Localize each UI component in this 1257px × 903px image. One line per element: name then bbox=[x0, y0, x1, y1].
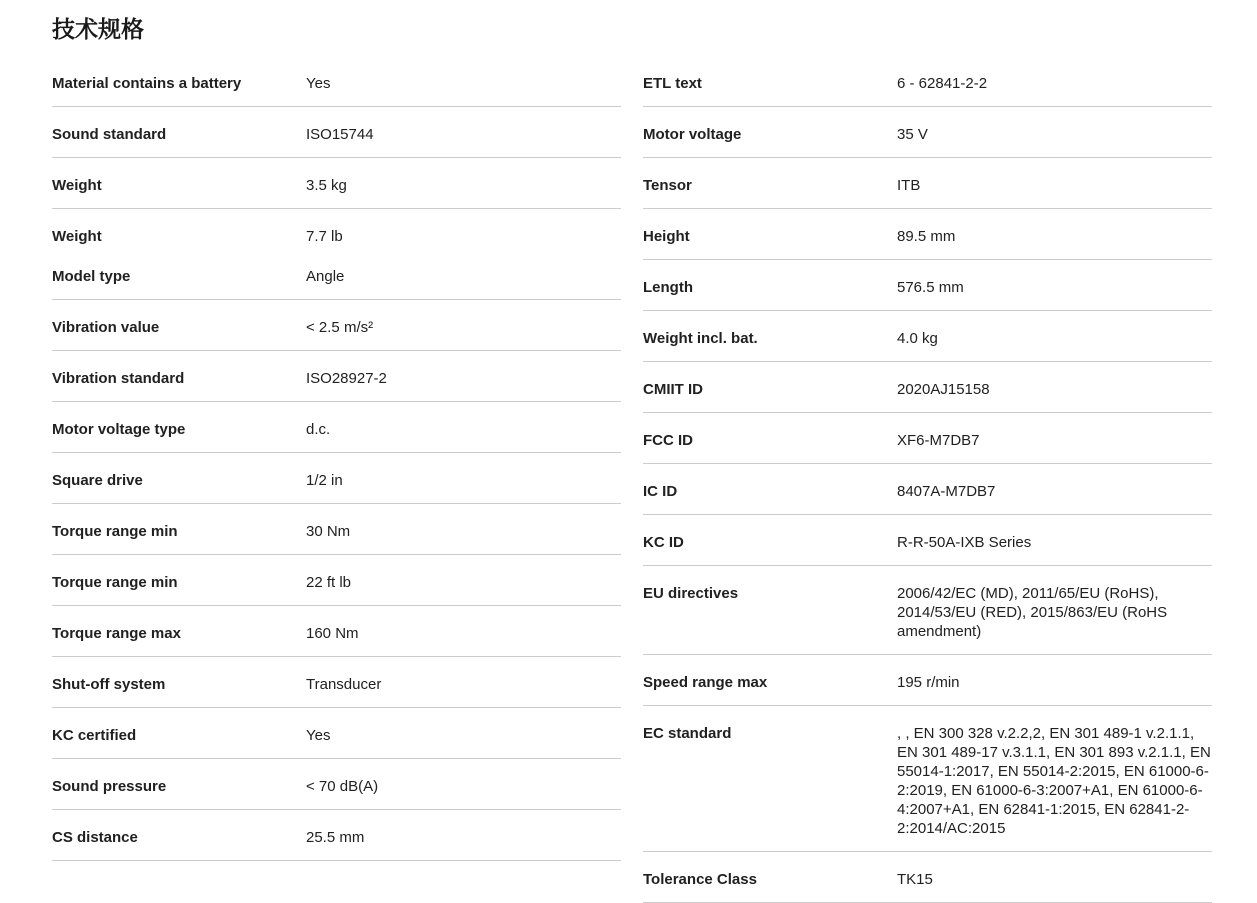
spec-row-square-drive bbox=[52, 453, 621, 504]
spec-value: ISO28927-2 bbox=[306, 370, 387, 387]
spec-pair bbox=[52, 573, 621, 592]
spec-pair bbox=[52, 726, 621, 745]
spec-pair bbox=[643, 724, 1212, 838]
spec-row-length bbox=[643, 260, 1212, 311]
spec-pair bbox=[643, 125, 1212, 144]
spec-label: KC certified bbox=[52, 727, 137, 744]
spec-row-tensor bbox=[643, 158, 1212, 209]
spec-pair bbox=[52, 369, 621, 388]
spec-pair-model-type bbox=[52, 267, 621, 286]
spec-table-right bbox=[643, 56, 1212, 903]
spec-label: Weight bbox=[52, 228, 102, 245]
spec-row-weight-incl-bat bbox=[643, 311, 1212, 362]
spec-label: Motor voltage bbox=[643, 126, 742, 143]
spec-value: 8407A-M7DB7 bbox=[897, 483, 996, 500]
spec-value: < 2.5 m/s² bbox=[306, 319, 374, 336]
spec-label: Shut-off system bbox=[52, 676, 166, 693]
spec-label: Model type bbox=[52, 268, 131, 285]
spec-tables bbox=[52, 56, 1212, 903]
spec-label: Material contains a battery bbox=[52, 75, 242, 92]
spec-row-torque-range-min-ftlb bbox=[52, 555, 621, 606]
spec-label: Torque range max bbox=[52, 625, 181, 642]
spec-label: EU directives bbox=[643, 585, 739, 602]
spec-label: Length bbox=[643, 279, 693, 296]
spec-pair bbox=[52, 176, 621, 195]
spec-value: 25.5 mm bbox=[306, 829, 365, 846]
spec-row-material-contains-a-battery bbox=[52, 56, 621, 107]
spec-pair bbox=[52, 74, 621, 93]
spec-row-eu-directives bbox=[643, 566, 1212, 655]
spec-pair bbox=[643, 584, 1212, 641]
spec-row-etl-text bbox=[643, 56, 1212, 107]
spec-label: Vibration value bbox=[52, 319, 160, 336]
spec-value: < 70 dB(A) bbox=[306, 778, 379, 795]
spec-label: Speed range max bbox=[643, 674, 768, 691]
spec-label: Tolerance Class bbox=[643, 871, 757, 888]
spec-label: Weight incl. bat. bbox=[643, 330, 758, 347]
spec-row-speed-range-max bbox=[643, 655, 1212, 706]
spec-value: ITB bbox=[897, 177, 921, 194]
spec-value: 2006/42/EC (MD), 2011/65/EU (RoHS), 2014/53/EU (RED), 2015/863/EU (RoHS amendment) bbox=[897, 585, 1168, 640]
spec-label: EC standard bbox=[643, 725, 732, 742]
spec-value: , , EN 300 328 v.2.2,2, EN 301 489-1 v.2.1.1, EN 301 489-17 v.3.1.1, EN 301 893 v.2.1.1, EN 55014-1:2017, EN 55014-2:2015, EN 61000-6-2:2019, EN 61000-6-3:2007+A1, EN 61000-6-4:2007+A1, EN 62841-1:2015, EN 62841-2-2:2014/AC:2015 bbox=[897, 725, 1211, 837]
spec-value: 4.0 kg bbox=[897, 330, 938, 347]
spec-label: CMIIT ID bbox=[643, 381, 703, 398]
spec-row-motor-voltage bbox=[643, 107, 1212, 158]
spec-value: TK15 bbox=[897, 871, 933, 888]
spec-label: Sound pressure bbox=[52, 778, 167, 795]
spec-value: Yes bbox=[306, 727, 331, 744]
spec-value: 6 - 62841-2-2 bbox=[897, 75, 988, 92]
spec-label: Torque range min bbox=[52, 574, 178, 591]
spec-row-fcc-id bbox=[643, 413, 1212, 464]
spec-row-kc-id bbox=[643, 515, 1212, 566]
spec-pair bbox=[52, 828, 621, 847]
spec-value: 30 Nm bbox=[306, 523, 351, 540]
spec-pair bbox=[52, 471, 621, 490]
spec-pair bbox=[643, 329, 1212, 348]
spec-label: Weight bbox=[52, 177, 102, 194]
spec-label: Square drive bbox=[52, 472, 143, 489]
spec-value: 1/2 in bbox=[306, 472, 343, 489]
spec-pair bbox=[643, 74, 1212, 93]
spec-row-weight-lb-and-model-type bbox=[52, 209, 621, 300]
spec-value: d.c. bbox=[306, 421, 331, 438]
spec-row-torque-range-max bbox=[52, 606, 621, 657]
spec-value: R-R-50A-IXB Series bbox=[897, 534, 1032, 551]
spec-value: Transducer bbox=[306, 676, 382, 693]
spec-value: Angle bbox=[306, 268, 345, 285]
spec-value: 35 V bbox=[897, 126, 928, 143]
spec-row-ec-standard bbox=[643, 706, 1212, 852]
spec-pair bbox=[52, 522, 621, 541]
spec-value: 2020AJ15158 bbox=[897, 381, 990, 398]
spec-pair bbox=[52, 675, 621, 694]
spec-label: FCC ID bbox=[643, 432, 693, 449]
spec-pair bbox=[643, 533, 1212, 552]
spec-row-cmiit-id bbox=[643, 362, 1212, 413]
spec-pair bbox=[52, 318, 621, 337]
spec-pair bbox=[643, 380, 1212, 399]
spec-label: Vibration standard bbox=[52, 370, 185, 387]
spec-label: Height bbox=[643, 228, 690, 245]
spec-label: KC ID bbox=[643, 534, 684, 551]
spec-row-ic-id bbox=[643, 464, 1212, 515]
spec-label: Torque range min bbox=[52, 523, 178, 540]
spec-row-tolerance-class bbox=[643, 852, 1212, 903]
spec-row-shut-off-system bbox=[52, 657, 621, 708]
spec-row-weight-kg bbox=[52, 158, 621, 209]
spec-row-height bbox=[643, 209, 1212, 260]
spec-pair bbox=[643, 482, 1212, 501]
spec-pair bbox=[52, 624, 621, 643]
spec-label: Sound standard bbox=[52, 126, 167, 143]
spec-row-motor-voltage-type bbox=[52, 402, 621, 453]
spec-pair bbox=[643, 870, 1212, 889]
spec-value: XF6-M7DB7 bbox=[897, 432, 980, 449]
spec-table-left bbox=[52, 56, 621, 903]
spec-value: 7.7 lb bbox=[306, 228, 343, 245]
spec-value: 89.5 mm bbox=[897, 228, 956, 245]
spec-row-torque-range-min-nm bbox=[52, 504, 621, 555]
spec-value: 3.5 kg bbox=[306, 177, 347, 194]
spec-pair-weight-lb bbox=[52, 227, 621, 246]
spec-row-cs-distance bbox=[52, 810, 621, 861]
spec-pair bbox=[643, 278, 1212, 297]
spec-label: CS distance bbox=[52, 829, 138, 846]
spec-pair bbox=[643, 673, 1212, 692]
spec-label: Motor voltage type bbox=[52, 421, 186, 438]
spec-pair bbox=[643, 431, 1212, 450]
spec-value: 195 r/min bbox=[897, 674, 960, 691]
spec-row-sound-pressure bbox=[52, 759, 621, 810]
spec-pair bbox=[52, 125, 621, 144]
spec-row-kc-certified bbox=[52, 708, 621, 759]
spec-label: IC ID bbox=[643, 483, 678, 500]
spec-value: ISO15744 bbox=[306, 126, 374, 143]
spec-value: Yes bbox=[306, 75, 331, 92]
spec-label: Tensor bbox=[643, 177, 692, 194]
spec-label: ETL text bbox=[643, 75, 702, 92]
spec-value: 160 Nm bbox=[306, 625, 359, 642]
spec-pair bbox=[52, 420, 621, 439]
spec-value: 576.5 mm bbox=[897, 279, 964, 296]
spec-row-vibration-standard bbox=[52, 351, 621, 402]
spec-pair bbox=[643, 227, 1212, 246]
spec-pair bbox=[643, 176, 1212, 195]
spec-value: 22 ft lb bbox=[306, 574, 352, 591]
spec-row-sound-standard bbox=[52, 107, 621, 158]
page-title: 技术规格 bbox=[52, 16, 144, 42]
spec-row-vibration-value bbox=[52, 300, 621, 351]
spec-pair bbox=[52, 777, 621, 796]
